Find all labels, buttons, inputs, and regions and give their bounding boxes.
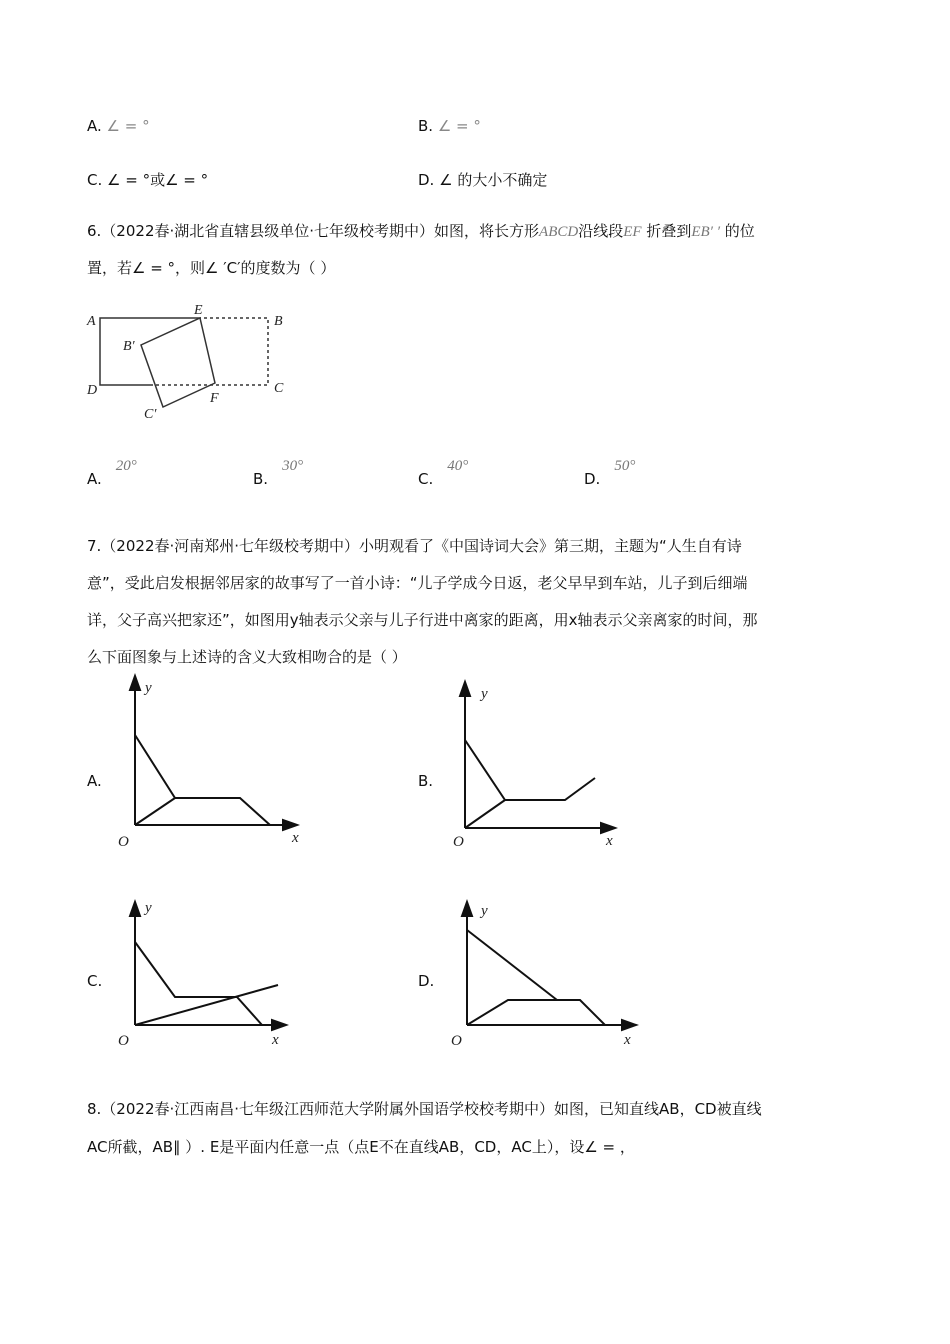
label-c1: C′	[144, 407, 157, 422]
graph-b	[460, 682, 615, 833]
axis-y-b: y	[481, 686, 488, 702]
q7-line2: 意”，受此启发根据邻居家的故事写了一首小诗：“儿子学成今日返，老父早早到车站，儿子到后细端	[87, 574, 748, 592]
label-a: A	[87, 314, 96, 329]
axis-x-b: x	[606, 833, 613, 849]
q6-line2: 置，若∠ = °，则∠ ′C′的度数为（ ）	[87, 259, 336, 277]
q6-option-c[interactable]: C.40°	[418, 458, 469, 488]
q7-line3: 详，父子高兴把家还”，如图用y轴表示父亲与儿子行进中离家的距离，用x轴表示父亲离家的时间，那	[87, 611, 758, 629]
q8-line2: AC所截，AB∥ ）. E是平面内任意一点（点E不在直线AB，CD，AC上），设∠ = ，	[87, 1138, 635, 1156]
graph-d	[462, 902, 636, 1030]
axis-y-c: y	[145, 900, 152, 916]
axis-x-c: x	[272, 1032, 279, 1048]
graphs	[130, 676, 636, 1030]
label-b: B	[274, 314, 283, 329]
q6-option-a[interactable]: A.20°	[87, 458, 137, 488]
q7-option-d[interactable]: D.	[418, 972, 435, 990]
fold-figure	[100, 318, 268, 407]
q5-option-a[interactable]: A. ∠ = °	[87, 117, 150, 135]
graph-c	[130, 902, 286, 1030]
q7-option-a[interactable]: A.	[87, 772, 102, 790]
q5-option-b[interactable]: B. ∠ = °	[418, 117, 481, 135]
q7-option-c[interactable]: C.	[87, 972, 103, 990]
label-f: F	[210, 391, 219, 406]
label-c: C	[274, 381, 284, 396]
origin-b: O	[453, 834, 464, 850]
axis-x-a: x	[292, 830, 299, 846]
q8-line1: 8.（2022春·江西南昌·七年级江西师范大学附属外国语学校校考期中）如图，已知直线AB，CD被直线	[87, 1100, 762, 1118]
label-e: E	[194, 303, 203, 318]
label-d: D	[87, 383, 98, 398]
q5-option-d[interactable]: D. ∠ 的大小不确定	[418, 171, 548, 189]
graph-a	[130, 676, 297, 830]
axis-y-a: y	[145, 680, 152, 696]
axis-y-d: y	[481, 903, 488, 919]
q6-line1: 6.（2022春·湖北省直辖县级单位·七年级校考期中）如图，将长方形ABCD沿线段EF 折叠到EB′ ′ 的位	[87, 222, 755, 240]
axis-x-d: x	[624, 1032, 631, 1048]
label-b1: B′	[123, 339, 135, 354]
q7-option-b[interactable]: B.	[418, 772, 434, 790]
origin-c: O	[118, 1033, 129, 1049]
origin-a: O	[118, 834, 129, 850]
q5-option-c[interactable]: C. ∠ = °或∠ = °	[87, 171, 209, 189]
q7-line4: 么下面图象与上述诗的含义大致相吻合的是（ ）	[87, 648, 407, 666]
q7-line1: 7.（2022春·河南郑州·七年级校考期中）小明观看了《中国诗词大会》第三期，主题为“人生自有诗	[87, 537, 742, 555]
origin-d: O	[451, 1033, 462, 1049]
q6-option-d[interactable]: D.50°	[584, 458, 636, 488]
q6-option-b[interactable]: B.30°	[253, 458, 304, 488]
